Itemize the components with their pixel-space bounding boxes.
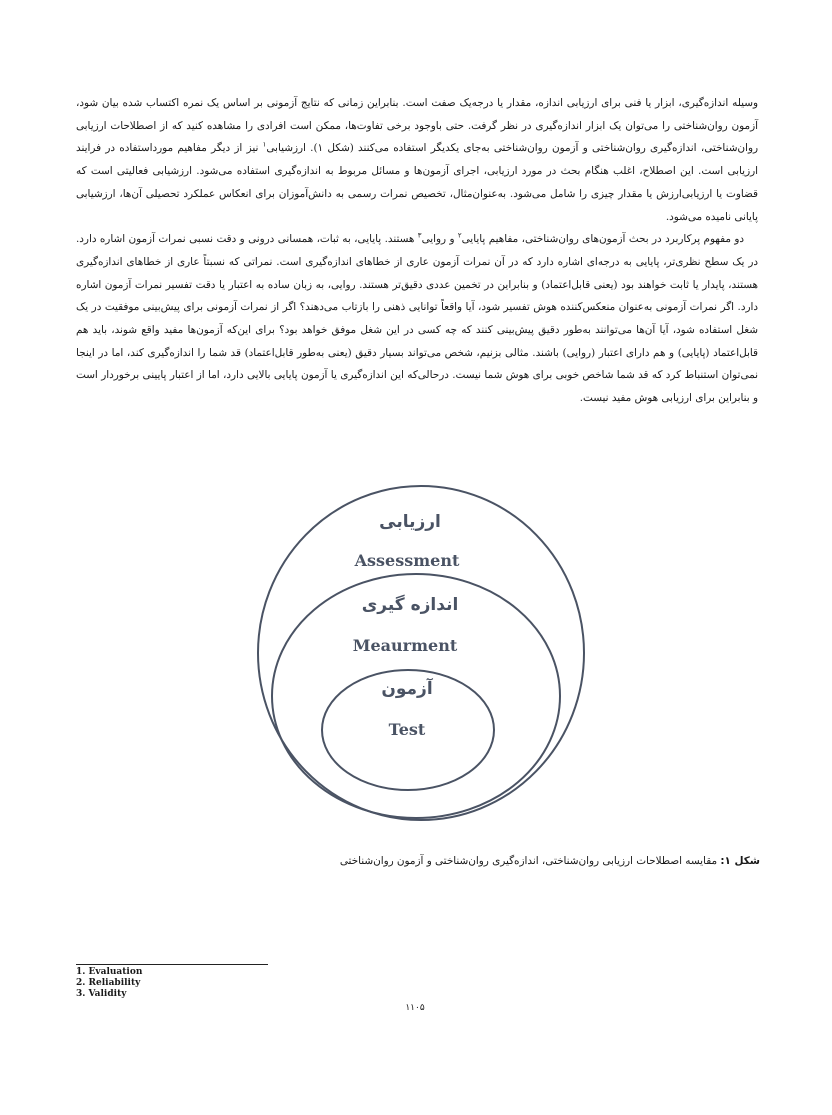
middle-label-fa: اندازه گیری <box>361 595 459 615</box>
footnote-2: 2. Reliability <box>76 978 141 988</box>
paragraph-text: وسیله اندازه‌گیری، ابزار یا فنی برای ارزیابی اندازه، مقدار یا درجه‌یک صفت است. بنابراین زمانی که نتایج آزمونی بر اساس یک نمره اکتساب شده بیان شود، آزمون روان‌شناختی را می‌توان یک ابزار اندازه‌گیری در نظر گرفت. حتی باوجود برخی تفاوت‌ها، ممکن است افرادی را مشاهده کنید که از اصطلاحات ارزیابی روان‌شناختی، اندازه‌گیری روان‌شناختی و آزمون روان‌شناختی به‌جای یکدیگر استفاده می‌کنند (شکل ۱). ارزشیابی <box>76 97 758 155</box>
outer-label-en: Assessment <box>354 551 460 570</box>
outer-label-fa: ارزیابی <box>379 512 441 532</box>
footnote-divider <box>76 964 268 965</box>
paragraph-text: دو مفهوم پرکاربرد در بحث آزمون‌های روان‌شناختی، مفاهیم پایایی <box>461 233 744 246</box>
footnotes <box>76 967 142 1000</box>
paragraph-text: هستند. پایایی، به ثبات، همسانی درونی و دقت نسبی نمرات آزمون اشاره دارد. در یک سطح نظری‌تر، پایایی به درجه‌ای اشاره دارد که در آن نمرات آزمون عاری از خطاهای اندازه‌گیری است. نمراتی که نسبتاً عاری از خطاهای اندازه‌گیری هستند، پایدار یا ثابت خواهند بود (یعنی قابل‌اعتماد) و بنابراین در تخمین عددی دقیق‌تر هستند. روایی، به زبان ساده به اعتبار یا دقت تفسیر نمرات آزمون اشاره دارد. اگر نمرات آزمونی به‌عنوان منعکس‌کننده هوش تفسیر شود، آیا واقعاً توانایی ذهنی را بازتاب می‌دهند؟ اگر از نمرات آزمونی برای پیش‌بینی موفقیت در یک شغل استفاده شود، آیا آن‌ها می‌توانند به‌طور دقیق پیش‌بینی کنند که چه کسی در این شغل موفق خواهد بود؟ برای این‌که آزمون‌ها مفید واقع شوند، باید هم قابل‌اعتماد (پایایی) و هم دارای اعتبار (روایی) باشند. مثالی بزنیم، شخص می‌تواند بسیار دقیق (یعنی به‌طور قابل‌اعتماد) قد شما را اندازه‌گیری کند، اما در اینجا نمی‌توان استنباط کرد که قد شما شاخص خوبی برای هوش شما نیست. درحالی‌که این اندازه‌گیری یا آزمون پایایی بالایی دارد، اما از اعتبار پایینی برخوردار است و بنابراین برای ارزیابی هوش مفید نیست. <box>76 233 758 405</box>
footnote-marker: ۳ <box>417 231 422 240</box>
middle-label-en: Meaurment <box>352 636 458 655</box>
inner-label-fa: آزمون <box>381 679 433 699</box>
paragraph-2 <box>76 228 758 410</box>
body-text <box>76 92 758 410</box>
page-number: ۱۱۰۵ <box>405 1003 425 1013</box>
figure-caption <box>250 852 760 870</box>
caption-label: شکل ۱: <box>720 855 760 867</box>
caption-text: مقایسه اصطلاحات ارزیابی روان‌شناختی، اندازه‌گیری روان‌شناختی و آزمون روان‌شناختی <box>339 855 721 867</box>
inner-label-en: Test <box>388 720 426 739</box>
footnote-marker: ۱ <box>262 140 267 149</box>
paragraph-text: نیز از دیگر مفاهیم مورداستفاده در فرایند ارزیابی است. این اصطلاح، اغلب هنگام بحث در مورد ارزیابی، اجرای آزمون‌ها و مسائل مربوط به اندازه‌گیری استفاده می‌شود. ارزشیابی فعالیتی است که قضاوت یا ارزیابی‌ارزش یا مقدار چیزی را شامل می‌شود. به‌عنوان‌مثال، تخصیص نمرات رسمی به دانش‌آموزان برای انعکاس عملکرد تحصیلی آن‌ها، ارزشیابی پایانی نامیده می‌شود. <box>76 142 758 223</box>
footnote-3: 3. Validity <box>76 989 127 999</box>
paragraph-1 <box>76 92 758 228</box>
paragraph-text: و روایی <box>421 233 458 246</box>
footnote-1: 1. Evaluation <box>76 967 143 977</box>
footnote-marker: ۲ <box>457 231 462 240</box>
nested-circles-diagram <box>250 478 592 828</box>
